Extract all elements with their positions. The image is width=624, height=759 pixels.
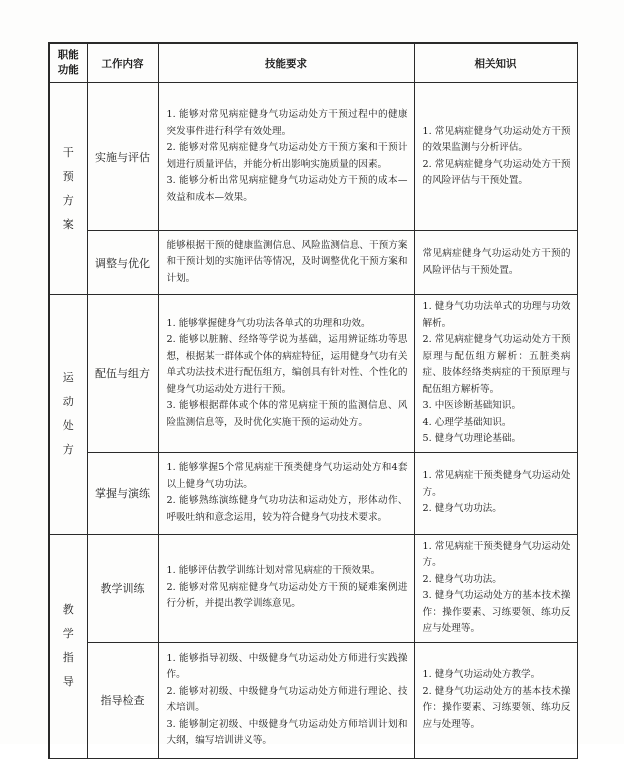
header-related-knowledge: 相关知识 <box>414 43 577 83</box>
skill-item: 3. 能够根据群体或个体的常见病症干预的监测信息、风险监测信息等，及时优化实施干预的运动处方。 <box>166 400 408 428</box>
skill-item: 2. 能够以脏腑、经络等学说为基础，运用辨证练功等思想，根据某一群体或个体的病症特征，运用健身气功有关单式功法技术进行配伍组方，编创具有针对性、个性化的健身气功运动处方进行干预。 <box>166 334 408 395</box>
skill-item: 1. 能够指导初级、中级健身气功运动处方师进行实践操作。 <box>166 652 408 680</box>
knowledge-cell <box>414 83 577 231</box>
knowledge-item: 1. 健身气功功法单式的功理与功效解析。 <box>422 301 571 329</box>
function-cell-intervention-plan <box>49 83 87 295</box>
function-char: 处 <box>62 419 74 433</box>
work-content-cell: 指导检查 <box>87 642 158 758</box>
knowledge-item: 5. 健身气功理论基础。 <box>422 433 522 444</box>
header-function-line2: 功能 <box>57 64 79 76</box>
skill-item: 2. 能够熟练演练健身气功功法和运动处方，形体动作、呼吸吐纳和意念运用，较为符合健身气功技术要求。 <box>166 495 408 523</box>
table-row <box>49 534 577 642</box>
function-char: 案 <box>62 217 74 231</box>
knowledge-item: 3. 中医诊断基础知识。 <box>422 400 522 411</box>
function-char: 学 <box>62 627 74 640</box>
skill-cell <box>158 452 414 534</box>
knowledge-cell <box>414 231 577 295</box>
table-row <box>49 642 577 758</box>
table-row <box>49 231 577 295</box>
knowledge-cell <box>414 452 577 534</box>
skill-cell <box>158 534 414 642</box>
knowledge-item: 2. 常见病症健身气功运动处方干预的风险评估与干预处置。 <box>422 158 571 186</box>
skills-table <box>48 42 578 759</box>
header-skill-requirements: 技能要求 <box>158 43 414 83</box>
work-content-cell: 教学训练 <box>87 534 158 642</box>
function-char: 方 <box>62 443 74 457</box>
knowledge-item: 1. 常见病症干预类健身气功运动处方。 <box>422 540 571 568</box>
function-char: 干 <box>62 145 74 159</box>
skill-cell <box>158 642 414 758</box>
header-row <box>49 43 577 83</box>
knowledge-item: 1. 健身气功运动处方教学。 <box>422 669 541 680</box>
knowledge-item: 1. 常见病症健身气功运动处方干预的效果监测与分析评估。 <box>422 125 571 153</box>
work-content-cell: 调整与优化 <box>87 231 158 295</box>
skill-cell <box>158 231 414 295</box>
skill-item: 1. 能够对常见病症健身气功运动处方干预过程中的健康突发事件进行科学有效处理。 <box>166 109 408 137</box>
function-char: 运 <box>62 371 74 385</box>
function-cell-teaching-guidance <box>49 534 87 758</box>
knowledge-item: 2. 健身气功运动处方的基本技术操作：操作要素、习练要领、练功反应与处理等。 <box>422 685 571 730</box>
table-row <box>49 295 577 453</box>
skill-item: 3. 能够分析出常见病症健身气功运动处方干预的成本—效益和成本—效果。 <box>166 175 408 203</box>
function-char: 动 <box>62 395 74 409</box>
function-char: 预 <box>62 169 74 183</box>
work-content-cell: 掌握与演练 <box>87 452 158 534</box>
skill-item: 1. 能够评估教学训练计划对常见病症的干预效果。 <box>166 565 381 577</box>
knowledge-cell <box>414 642 577 758</box>
knowledge-cell <box>414 295 577 453</box>
skill-item: 1. 能够掌握5个常见病症干预类健身气功运动处方和4套以上健身气功功法。 <box>166 462 408 490</box>
knowledge-cell <box>414 534 577 642</box>
skill-item: 1. 能够掌握健身气功功法各单式的功理和功效。 <box>166 317 371 329</box>
skill-cell <box>158 83 414 231</box>
knowledge-item: 常见病症健身气功运动处方干预的风险评估与干预处置。 <box>422 248 571 276</box>
header-function <box>49 43 87 83</box>
skill-item: 2. 能够对初级、中级健身气功运动处方师进行理论、技术培训。 <box>166 685 408 713</box>
knowledge-item: 4. 心理学基础知识。 <box>422 416 512 428</box>
work-content-cell: 配伍与组方 <box>87 295 158 453</box>
knowledge-item: 3. 健身气功运动处方的基本技术操作：操作要素、习练要领、练功反应与处理等。 <box>422 590 571 634</box>
header-function-line1: 职能 <box>57 49 79 61</box>
knowledge-item: 2. 常见病症健身气功运动处方干预原理与配伍组方解析：五脏类病症、肢体经络类病症的干预原理与配伍组方解析等。 <box>422 334 571 395</box>
knowledge-item: 2. 健身气功功法。 <box>422 573 502 585</box>
function-char: 指 <box>62 651 74 664</box>
function-char: 教 <box>62 603 74 616</box>
function-cell-exercise-prescription <box>49 295 87 535</box>
skill-item: 2. 能够对常见病症健身气功运动处方干预的疑难案例进行分析，并提出教学训练意见。 <box>166 581 408 610</box>
skill-cell <box>158 295 414 453</box>
work-content-cell: 实施与评估 <box>87 83 158 231</box>
knowledge-item: 2. 健身气功功法。 <box>422 503 502 515</box>
function-char: 方 <box>62 193 74 207</box>
skill-item: 能够根据干预的健康监测信息、风险监测信息、干预方案和干预计划的实施评估等情况，及时调整优化干预方案和计划。 <box>166 239 408 284</box>
table-row <box>49 83 577 231</box>
knowledge-item: 1. 常见病症干预类健身气功运动处方。 <box>422 470 571 498</box>
function-char: 导 <box>62 675 74 688</box>
header-work-content: 工作内容 <box>87 43 158 83</box>
skill-item: 2. 能够对常见病症健身气功运动处方干预方案和干预计划进行质量评估，并能分析出影响实施质量的因素。 <box>166 142 408 170</box>
skill-item: 3. 能够制定初级、中级健身气功运动处方师培训计划和大纲，编写培训讲义等。 <box>166 718 408 746</box>
table-row <box>49 452 577 534</box>
